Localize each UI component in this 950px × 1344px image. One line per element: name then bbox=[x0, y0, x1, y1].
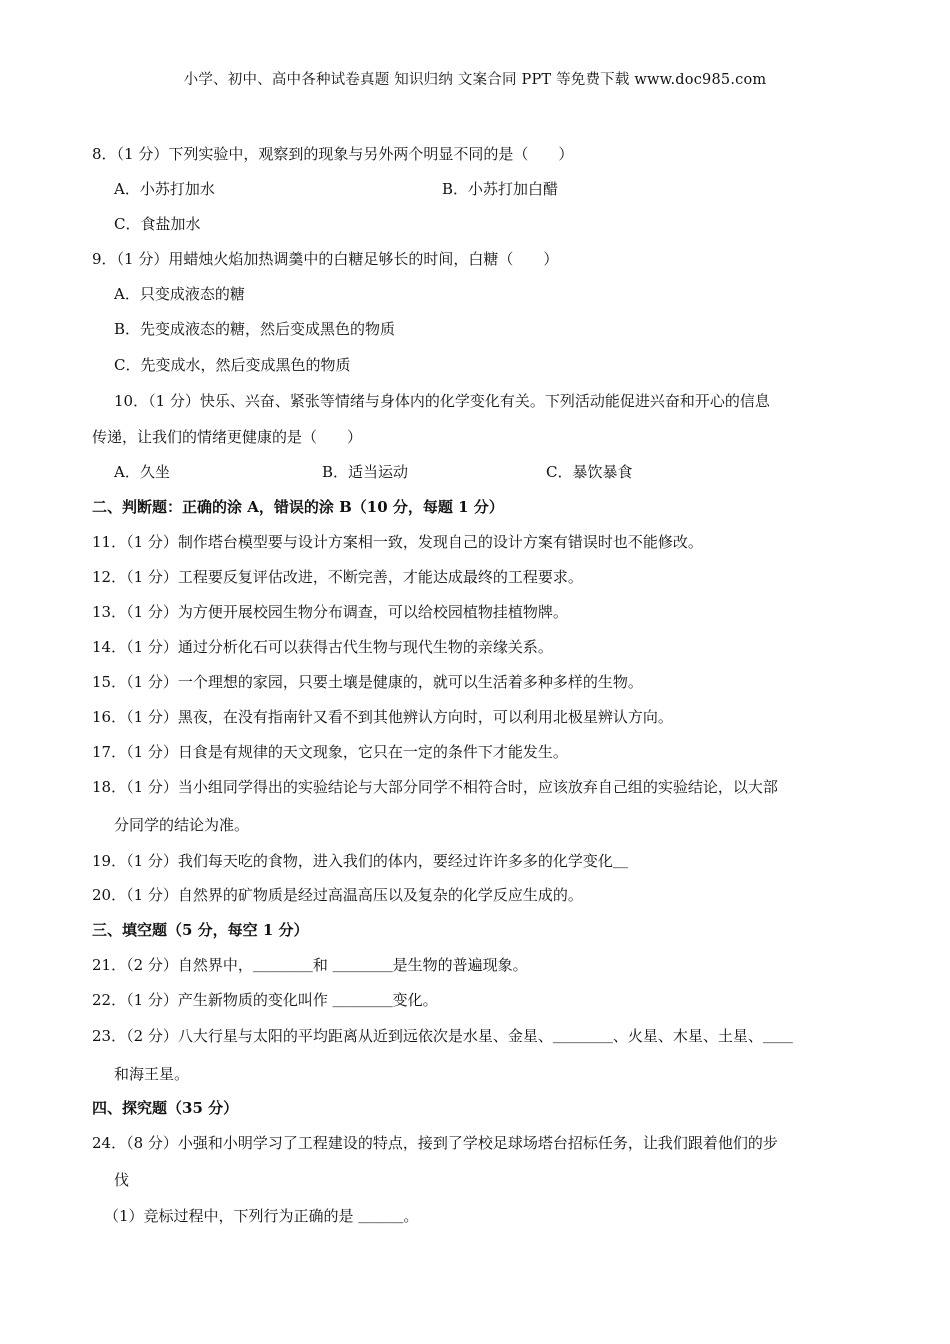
question-18-line2: 分同学的结论为准。 bbox=[114, 816, 250, 834]
question-9-option-a[interactable]: A．只变成液态的糖 bbox=[114, 285, 245, 303]
question-23-line2: 和海王星。 bbox=[114, 1065, 190, 1083]
question-10-option-c[interactable]: C．暴饮暴食 bbox=[546, 463, 633, 481]
question-15: 15．（1 分）一个理想的家园，只要土壤是健康的，就可以生活着多种多样的生物。 bbox=[92, 673, 643, 691]
question-10-option-b[interactable]: B．适当运动 bbox=[322, 463, 409, 481]
question-14: 14．（1 分）通过分析化石可以获得古代生物与现代生物的亲缘关系。 bbox=[92, 638, 553, 656]
question-21: 21．（2 分）自然界中，＿＿＿＿和 ＿＿＿＿是生物的普遍现象。 bbox=[92, 956, 528, 974]
question-19: 19．（1 分）我们每天吃的食物，进入我们的体内，要经过许许多多的化学变化＿ bbox=[92, 852, 628, 870]
question-22: 22．（1 分）产生新物质的变化叫作 ＿＿＿＿变化。 bbox=[92, 991, 438, 1009]
section-4-heading: 四、探究题（35 分） bbox=[92, 1099, 239, 1117]
question-9-stem: 9．（1 分）用蜡烛火焰加热调羹中的白糖足够长的时间，白糖（ ） bbox=[92, 250, 559, 268]
page-header: 小学、初中、高中各种试卷真题 知识归纳 文案合同 PPT 等免费下载 www.doc985.com bbox=[183, 72, 767, 88]
section-3-heading: 三、填空题（5 分，每空 1 分） bbox=[92, 921, 309, 939]
question-20: 20．（1 分）自然界的矿物质是经过高温高压以及复杂的化学反应生成的。 bbox=[92, 886, 583, 904]
question-9-option-b[interactable]: B．先变成液态的糖，然后变成黑色的物质 bbox=[114, 320, 396, 338]
question-9-option-c[interactable]: C．先变成水，然后变成黑色的物质 bbox=[114, 356, 351, 374]
question-18-line1: 18．（1 分）当小组同学得出的实验结论与大部分同学不相符合时，应该放弃自己组的实验结论，以大部 bbox=[92, 778, 778, 796]
question-8-option-a[interactable]: A．小苏打加水 bbox=[114, 180, 215, 198]
question-11: 11．（1 分）制作塔台模型要与设计方案相一致，发现自己的设计方案有错误时也不能修改。 bbox=[92, 533, 703, 551]
section-2-heading: 二、判断题：正确的涂 A，错误的涂 B（10 分，每题 1 分） bbox=[92, 498, 504, 516]
question-24-sub1: （1）竞标过程中，下列行为正确的是 ＿＿＿。 bbox=[104, 1207, 419, 1225]
question-10-option-a[interactable]: A．久坐 bbox=[114, 463, 170, 481]
question-10-stem-line2: 传递，让我们的情绪更健康的是（ ） bbox=[92, 428, 363, 446]
question-24-line2: 伐 bbox=[114, 1171, 130, 1189]
question-13: 13．（1 分）为方便开展校园生物分布调查，可以给校园植物挂植物牌。 bbox=[92, 603, 568, 621]
question-16: 16．（1 分）黑夜，在没有指南针又看不到其他辨认方向时，可以利用北极星辨认方向。 bbox=[92, 708, 673, 726]
question-23-line1: 23．（2 分）八大行星与太阳的平均距离从近到远依次是水星、金星、＿＿＿＿、火星、木星、土星、＿＿ bbox=[92, 1027, 793, 1045]
question-8-option-c[interactable]: C．食盐加水 bbox=[114, 215, 201, 233]
question-17: 17．（1 分）日食是有规律的天文现象，它只在一定的条件下才能发生。 bbox=[92, 743, 568, 761]
question-24-line1: 24．（8 分）小强和小明学习了工程建设的特点，接到了学校足球场塔台招标任务，让我们跟着他们的步 bbox=[92, 1134, 778, 1152]
question-8-option-b[interactable]: B．小苏打加白醋 bbox=[442, 180, 559, 198]
question-8-stem: 8．（1 分）下列实验中，观察到的现象与另外两个明显不同的是（ ） bbox=[92, 145, 574, 163]
question-10-stem-line1: 10．（1 分）快乐、兴奋、紧张等情绪与身体内的化学变化有关。下列活动能促进兴奋和开心的信息 bbox=[114, 392, 770, 410]
question-12: 12．（1 分）工程要反复评估改进，不断完善，才能达成最终的工程要求。 bbox=[92, 568, 583, 586]
